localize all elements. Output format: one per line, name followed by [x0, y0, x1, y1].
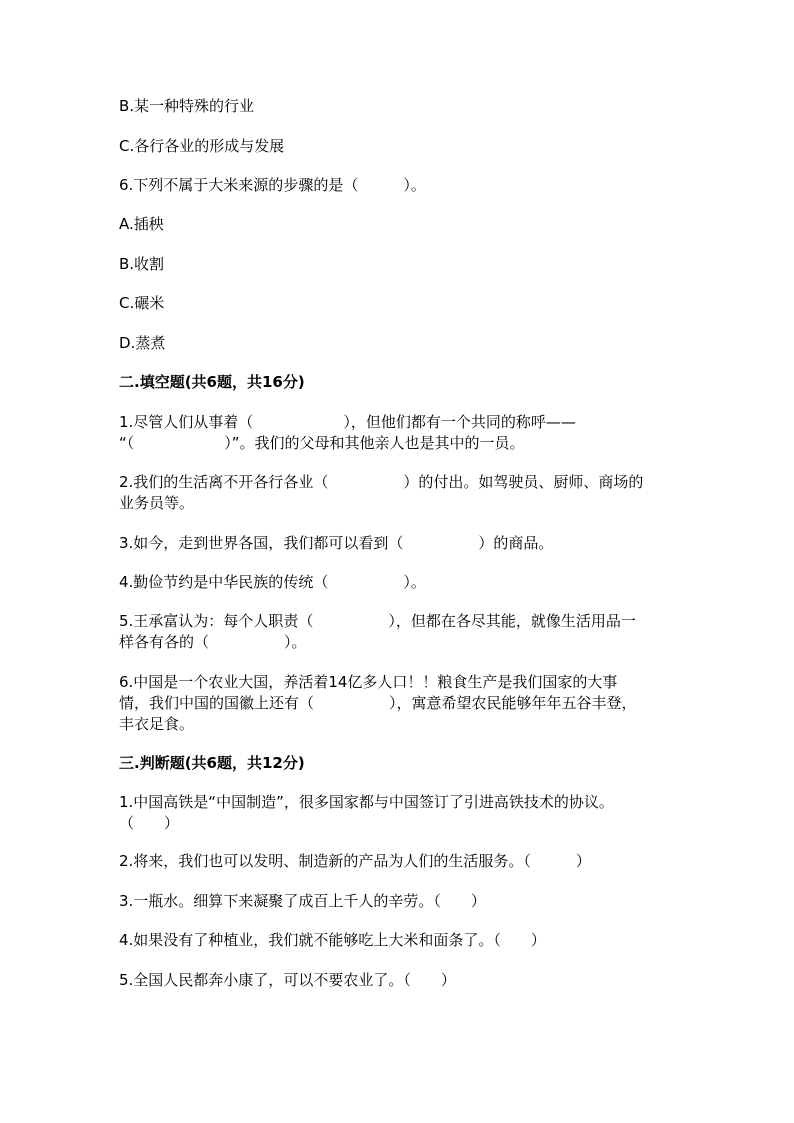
tf-question-5: 5.全国人民都奔小康了，可以不要农业了。（ ） — [119, 971, 456, 989]
option-6b-prev: B.某一种特殊的行业 — [119, 97, 255, 115]
tf-question-1-line-2: （ ） — [119, 814, 180, 832]
fill-question-5-line-2: 样各有各的（ ）。 — [119, 633, 307, 651]
fill-question-6-line-2: 情，我们中国的国徽上还有（ ），寓意希望农民能够年年五谷丰登， — [119, 694, 637, 712]
fill-question-6-line-1: 6.中国是一个农业大国，养活着14亿多人口！！粮食生产是我们国家的大事 — [119, 673, 618, 691]
fill-question-6-line-3: 丰衣足食。 — [119, 715, 195, 733]
tf-question-3: 3.一瓶水。细算下来凝聚了成百上千人的辛劳。（ ） — [119, 892, 486, 910]
fill-question-3: 3.如今，走到世界各国，我们都可以看到（ ）的商品。 — [119, 534, 554, 552]
question-6: 6.下列不属于大米来源的步骤的是（ ）。 — [119, 176, 426, 194]
section-heading-true-false: 三.判断题(共6题，共12分) — [119, 754, 305, 772]
tf-question-1-line-1: 1.中国高铁是“中国制造”，很多国家都与中国签订了引进高铁技术的协议。 — [119, 793, 614, 811]
fill-question-4: 4.勤俭节约是中华民族的传统（ ）。 — [119, 573, 426, 591]
fill-question-1-line-1: 1.尽管人们从事着（ ），但他们都有一个共同的称呼—— — [119, 413, 576, 431]
option-d: D.蒸煮 — [119, 334, 166, 352]
option-6c-prev: C.各行各业的形成与发展 — [119, 137, 285, 155]
option-b: B.收割 — [119, 255, 165, 273]
fill-question-2-line-2: 业务员等。 — [119, 494, 195, 512]
fill-question-1-line-2: “（ ）”。我们的父母和其他亲人也是其中的一员。 — [119, 434, 525, 452]
section-heading-fill-blank: 二.填空题(共6题，共16分) — [119, 373, 305, 391]
option-a: A.插秧 — [119, 215, 164, 233]
tf-question-4: 4.如果没有了种植业，我们就不能够吃上大米和面条了。（ ） — [119, 931, 546, 949]
tf-question-2: 2.将来，我们也可以发明、制造新的产品为人们的生活服务。（ ） — [119, 852, 591, 870]
option-c: C.碾米 — [119, 294, 165, 312]
fill-question-2-line-1: 2.我们的生活离不开各行各业（ ）的付出。如驾驶员、厨师、商场的 — [119, 473, 644, 491]
fill-question-5-line-1: 5.王承富认为：每个人职责（ ），但都在各尽其能，就像生活用品一 — [119, 612, 636, 630]
